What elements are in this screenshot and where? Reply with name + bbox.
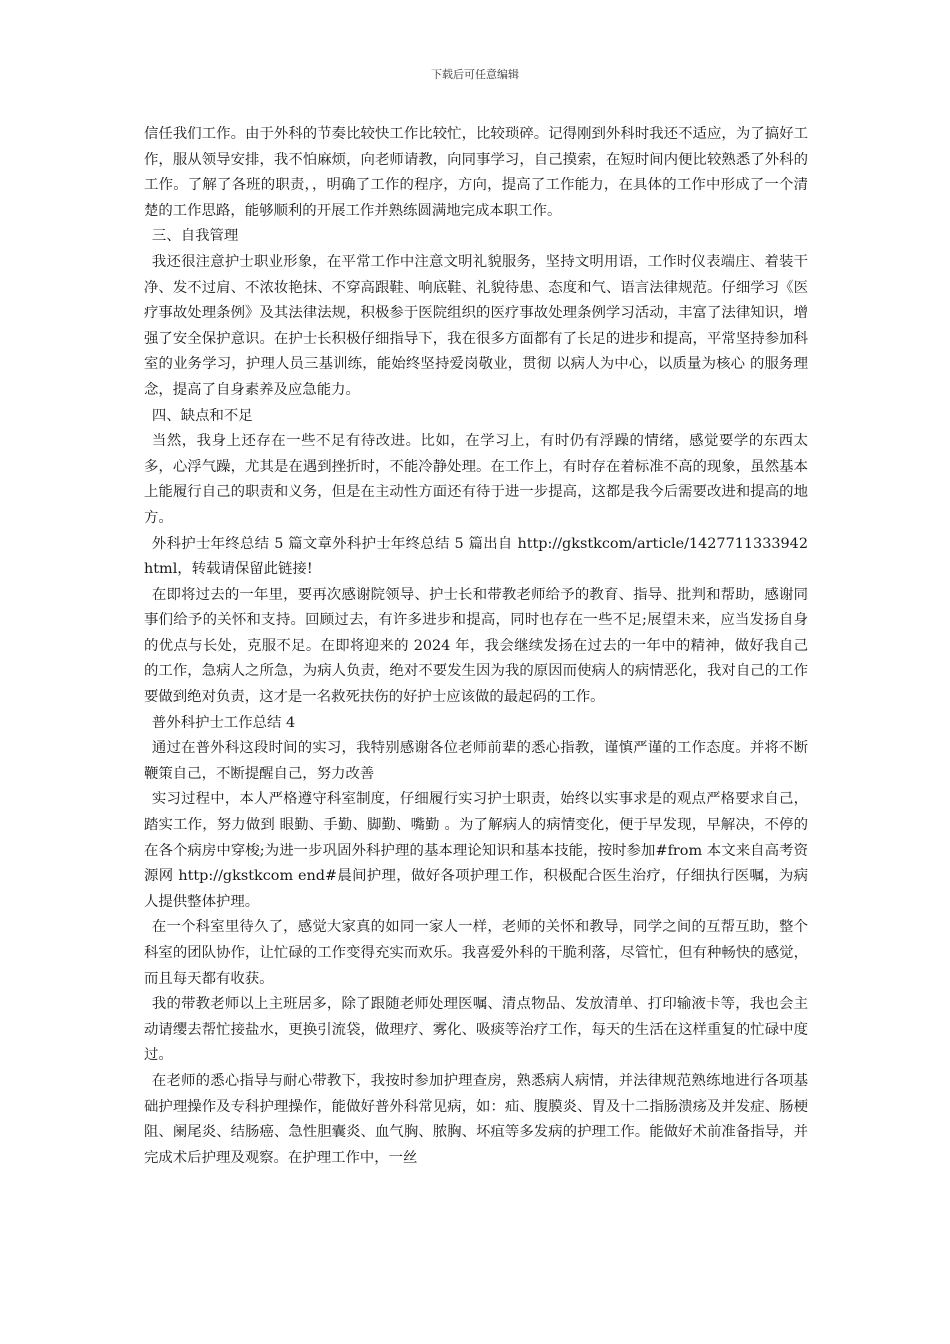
paragraph-7: 在一个科室里待久了，感觉大家真的如同一家人一样，老师的关怀和教导，同学之间的互帮互助，整个科室的团队协作，让忙碌的工作变得充实而欢乐。我喜爱外科的干脆利落，尽管忙，但有种畅快的感觉，而且每天都有收获。 — [144, 919, 808, 987]
paragraph-3: 当然，我身上还存在一些不足有待改进。比如，在学习上，有时仍有浮躁的情绪，感觉要学的东西太多，心浮气躁，尤其是在遇到挫折时，不能冷静处理。在工作上，有时存在着标准不高的现象，虽然基本上能履行自己的职责和义务，但是在主动性方面还有待于进一步提高，这都是我今后需要改进和提高的地方。 — [144, 433, 808, 526]
document-body — [144, 122, 808, 1171]
section-heading-summary-4: 普外科护士工作总结 4 — [151, 714, 296, 731]
section-heading-shortcomings: 四、缺点和不足 — [151, 407, 253, 424]
paragraph-2: 我还很注意护士职业形象，在平常工作中注意文明礼貌服务，坚持文明用语，工作时仪表端庄、着装干净、发不过肩、不浓妆艳抹、不穿高跟鞋、响底鞋、礼貌待患、态度和气、语言法律规范。仔细学习《医疗事故处理条例》及其法律法规，积极参于医院组织的医疗事故处理条例学习活动，丰富了法律知识，增强了安全保护意识。在护士长积极仔细指导下，我在很多方面都有了长足的进步和提高，平常坚持参加科室的业务学习，护理人员三基训练，能始终坚持爱岗敬业，贯彻 以病人为中心，以质量为核心 的服务理念，提高了自身素养及应急能力。 — [144, 253, 808, 398]
section-heading-self-management: 三、自我管理 — [151, 228, 239, 245]
paragraph-4: 在即将过去的一年里，要再次感谢院领导、护士长和带教老师给予的教育、指导、批判和帮助，感谢同事们给予的关怀和支持。回顾过去，有许多进步和提高，同时也存在一些不足;展望未来，应当发扬自身的优点与长处，克服不足。在即将迎来的 2024 年，我会继续发扬在过去的一年中的精神，做好我自己的工作，急病人之所急，为病人负责，绝对不要发生因为我的原因而使病人的病情恶化，我对自己的工作要做到绝对负责，这才是一名救死扶伤的好护士应该做的最起码的工作。 — [144, 586, 808, 706]
paragraph-5: 通过在普外科这段时间的实习，我特别感谢各位老师前辈的悉心指教，谨慎严谨的工作态度。并将不断鞭策自己，不断提醒自己，努力改善 — [144, 740, 808, 782]
paragraph-8: 我的带教老师以上主班居多，除了跟随老师处理医嘱、清点物品、发放清单、打印输液卡等，我也会主动请缨去帮忙接盐水，更换引流袋，做理疗、雾化、吸痰等治疗工作，每天的生活在这样重复的忙碌中度过。 — [144, 996, 808, 1064]
page-header: 下载后可任意编辑 — [431, 68, 519, 81]
paragraph-9: 在老师的悉心指导与耐心带教下，我按时参加护理查房，熟悉病人病情，并法律规范熟练地进行各项基础护理操作及专科护理操作，能做好普外科常见病，如：疝、腹膜炎、胃及十二指肠溃疡及并发症、肠梗阻、阑尾炎、结肠癌、急性胆囊炎、血气胸、脓胸、坏疽等多发病的护理工作。能做好术前准备指导，并完成术后护理及观察。在护理工作中，一丝 — [144, 1072, 808, 1166]
paragraph-6: 实习过程中，本人严格遵守科室制度，仔细履行实习护士职责，始终以实事求是的观点严格要求自己，踏实工作，努力做到 眼勤、手勤、脚勤、嘴勤 。为了解病人的病情变化，便于早发现，早解决，不停的在各个病房中穿梭;为进一步巩固外科护理的基本理论知识和基本技能，按时参加#from 本文来自高考资源网 http://gkstkcom end#晨间护理，做好各项护理工作，积极配合医生治疗，仔细执行医嘱，为病人提供整体护理。 — [144, 791, 808, 910]
paragraph-1: 信任我们工作。由于外科的节奏比较快工作比较忙，比较琐碎。记得刚到外科时我还不适应，为了搞好工作，服从领导安排，我不怕麻烦，向老师请教，向同事学习，自己摸索，在短时间内便比较熟悉了外科的工作。了解了各班的职责，，明确了工作的程序，方向，提高了工作能力，在具体的工作中形成了一个清楚的工作思路，能够顺利的开展工作并熟练圆满地完成本职工作。 — [144, 126, 808, 219]
source-note: 外科护士年终总结 5 篇文章外科护士年终总结 5 篇出自 http://gkstkcom/article/1427711333942html，转载请保留此链接! — [144, 535, 808, 578]
